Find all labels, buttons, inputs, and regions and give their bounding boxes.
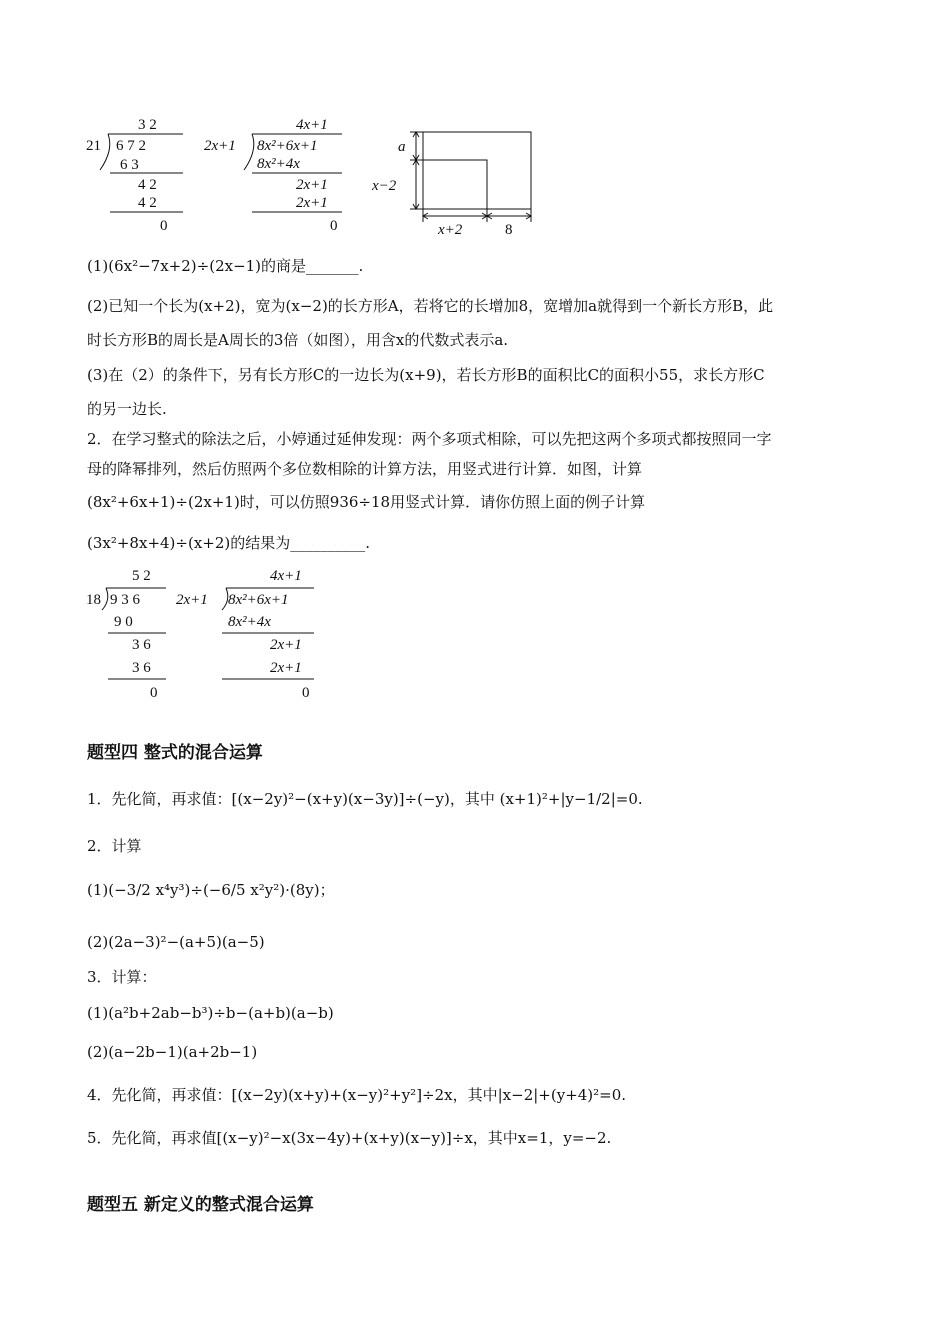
question-1-part-2-line-2: 时长方形B的周长是A周长的3倍（如图），用含x的代数式表示a.: [87, 331, 509, 349]
remainder-2: 0: [330, 218, 338, 234]
question-2-line-3: (8x²+6x+1)÷(2x+1)时，可以仿照936÷18用竖式计算．请你仿照上面的例子计算: [87, 493, 646, 511]
subtract-1: 9 0: [114, 614, 133, 630]
question-1-part-2-line-1: (2)已知一个长为(x+2)，宽为(x−2)的长方形A，若将它的长增加8，宽增加a就得到一个新长方形B，此: [87, 297, 774, 315]
label-8: 8: [505, 222, 513, 238]
section-heading-5: 题型五 新定义的整式混合运算: [87, 1195, 314, 1215]
remainder-1: 2x+1: [270, 637, 302, 653]
rectangle-diagram: [371, 132, 531, 238]
question-2-line-2: 母的降幂排列，然后仿照两个多位数相除的计算方法，用竖式进行计算．如图，计算: [87, 460, 643, 478]
dividend: 8x²+6x+1: [257, 138, 318, 154]
problem-2: 2．计算: [87, 837, 142, 855]
figure-2: [80, 560, 340, 705]
problem-2-part-2: (2)(2a−3)²−(a+5)(a−5): [87, 933, 265, 951]
problem-3: 3．计算：: [87, 968, 157, 986]
question-2-line-4: (3x²+8x+4)÷(x+2)的结果为__________.: [87, 534, 371, 552]
subtract-2: 4 2: [138, 195, 157, 211]
section-heading-4: 题型四 整式的混合运算: [87, 743, 263, 763]
numeric-long-division: [86, 568, 166, 701]
label-a: a: [398, 139, 406, 155]
problem-5: 5．先化简，再求值[(x−y)²−x(3x−4y)+(x+y)(x−y)]÷x，其中x=1，y=−2.: [87, 1129, 612, 1147]
divisor: 2x+1: [176, 592, 208, 608]
divisor: 21: [86, 138, 101, 154]
numeric-long-division: [86, 117, 183, 234]
quotient: 3 2: [138, 117, 157, 133]
remainder-1: 4 2: [138, 177, 157, 193]
subtract-1: 8x²+4x: [228, 614, 271, 630]
question-1-part-1: (1)(6x²−7x+2)÷(2x−1)的商是_______.: [87, 257, 364, 275]
dividend: 6 7 2: [116, 138, 146, 154]
remainder-2: 0: [302, 685, 310, 701]
question-2-line-1: 2．在学习整式的除法之后，小婷通过延伸发现：两个多项式相除，可以先把这两个多项式都按照同一字: [87, 430, 772, 448]
question-1-part-3-line-2: 的另一边长.: [87, 400, 167, 418]
subtract-2: 2x+1: [270, 660, 302, 676]
subtract-1: 8x²+4x: [257, 156, 300, 172]
polynomial-long-division: [204, 117, 342, 234]
problem-1: 1．先化简，再求值：[(x−2y)²−(x+y)(x−3y)]÷(−y)，其中 (x+1)²+|y−1/2|=0.: [87, 790, 643, 808]
remainder-1: 2x+1: [296, 177, 328, 193]
polynomial-long-division: [176, 568, 314, 701]
quotient: 5 2: [132, 568, 151, 584]
label-x-minus-2: x−2: [372, 178, 397, 194]
subtract-2: 3 6: [132, 660, 151, 676]
remainder-2: 0: [150, 685, 158, 701]
figure-1: [80, 110, 550, 240]
remainder-2: 0: [160, 218, 168, 234]
dividend: 8x²+6x+1: [228, 592, 289, 608]
dividend: 9 3 6: [110, 592, 140, 608]
divisor: 18: [86, 592, 101, 608]
problem-3-part-1: (1)(a²b+2ab−b³)÷b−(a+b)(a−b): [87, 1004, 334, 1022]
divisor: 2x+1: [204, 138, 236, 154]
subtract-1: 6 3: [120, 157, 139, 173]
problem-2-part-1: (1)(−3/2 x⁴y³)÷(−6/5 x²y²)·(8y)；: [87, 881, 335, 899]
subtract-2: 2x+1: [296, 195, 328, 211]
problem-4: 4．先化简，再求值：[(x−2y)(x+y)+(x−y)²+y²]÷2x，其中|x−2|+(y+4)²=0.: [87, 1086, 627, 1104]
label-x-plus-2: x+2: [438, 222, 463, 238]
quotient: 4x+1: [270, 568, 302, 584]
remainder-1: 3 6: [132, 637, 151, 653]
question-1-part-3-line-1: (3)在（2）的条件下，另有长方形C的一边长为(x+9)，若长方形B的面积比C的面积小55，求长方形C: [87, 366, 765, 384]
problem-3-part-2: (2)(a−2b−1)(a+2b−1): [87, 1043, 258, 1061]
quotient: 4x+1: [296, 117, 328, 133]
